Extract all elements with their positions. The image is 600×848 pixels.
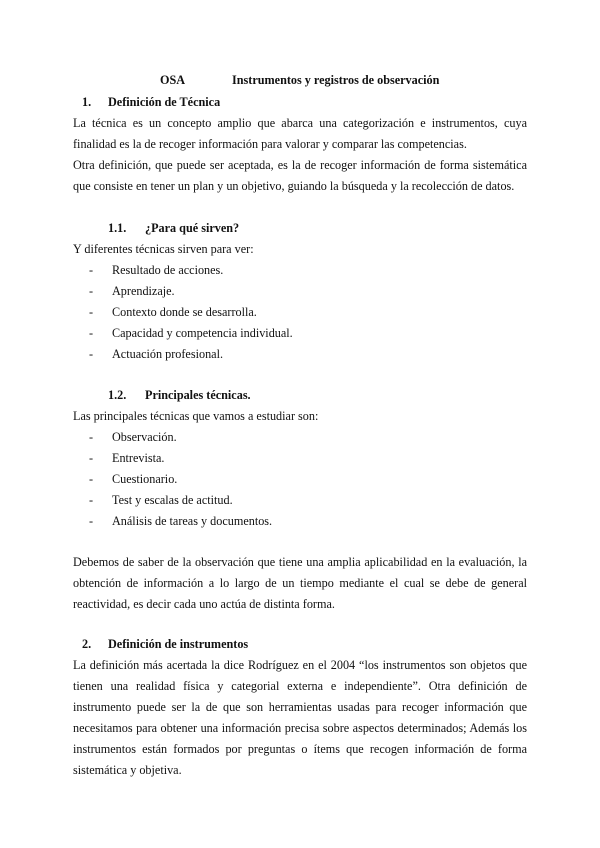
- list-item: Resultado de acciones.: [112, 263, 224, 277]
- doc-code: OSA: [160, 73, 186, 87]
- bullet-dash: -: [89, 451, 94, 465]
- section-1-2-paragraph-line: reactividad, es decir cada uno actúa de distinta forma.: [73, 597, 335, 611]
- section-1-2-paragraph-line: obtención de información a lo largo de un tiempo mediante el cual se debe de general: [73, 576, 527, 590]
- list-item: Entrevista.: [112, 451, 165, 465]
- section-1-paragraph-line: que consiste en tener un plan y un objetivo, guiando la búsqueda y la recolección de datos.: [73, 179, 515, 193]
- section-1-2-paragraph-line: Debemos de saber de la observación que tiene una amplia aplicabilidad en la evaluación, la: [73, 555, 527, 569]
- section-2-paragraph-line: instrumentos están formados por preguntas o ítems que recogen información de forma: [73, 742, 527, 756]
- section-1-2-number: 1.2.: [108, 388, 127, 402]
- bullet-dash: -: [89, 284, 94, 298]
- section-2-paragraph-line: tienen una realidad física y categorial externa e independiente”. Otra definición de: [73, 679, 527, 693]
- bullet-dash: -: [89, 472, 94, 486]
- list-item: Capacidad y competencia individual.: [112, 326, 293, 340]
- section-1-number: 1.: [82, 95, 92, 109]
- section-1-1-intro: Y diferentes técnicas sirven para ver:: [73, 242, 254, 256]
- bullet-dash: -: [89, 514, 94, 528]
- bullet-dash: -: [89, 430, 94, 444]
- section-2-paragraph-line: necesitamos para obtener una información precisa sobre aspectos determinados; Además los: [73, 721, 527, 735]
- bullet-dash: -: [89, 305, 94, 319]
- list-item: Test y escalas de actitud.: [112, 493, 233, 507]
- bullet-dash: -: [89, 263, 94, 277]
- section-2-number: 2.: [82, 637, 92, 651]
- doc-title: Instrumentos y registros de observación: [232, 73, 440, 87]
- section-2-paragraph-line: La definición más acertada la dice Rodríguez en el 2004 “los instrumentos son objetos que: [73, 658, 527, 672]
- section-1-2-heading: Principales técnicas.: [145, 388, 251, 402]
- bullet-dash: -: [89, 347, 94, 361]
- list-item: Contexto donde se desarrolla.: [112, 305, 257, 319]
- section-2-paragraph-line: instrumento puede ser la de que son herramientas usadas para recoger información que: [73, 700, 527, 714]
- section-1-paragraph-line: La técnica es un concepto amplio que abarca una categorización e instrumentos, cuya: [73, 116, 527, 130]
- list-item: Cuestionario.: [112, 472, 178, 486]
- section-2-paragraph-line: sistemática y objetiva.: [73, 763, 182, 777]
- list-item: Observación.: [112, 430, 177, 444]
- section-1-paragraph-line: Otra definición, que puede ser aceptada, es la de recoger información de forma sistemática: [73, 158, 527, 172]
- section-2-heading: Definición de instrumentos: [108, 637, 249, 651]
- list-item: Aprendizaje.: [112, 284, 175, 298]
- bullet-dash: -: [89, 326, 94, 340]
- list-item: Actuación profesional.: [112, 347, 224, 361]
- section-1-1-number: 1.1.: [108, 221, 127, 235]
- bullet-dash: -: [89, 493, 94, 507]
- section-1-heading: Definición de Técnica: [108, 95, 221, 109]
- section-1-2-intro: Las principales técnicas que vamos a estudiar son:: [73, 409, 319, 423]
- list-item: Análisis de tareas y documentos.: [112, 514, 273, 528]
- section-1-1-heading: ¿Para qué sirven?: [145, 221, 240, 235]
- section-1-paragraph-line: finalidad es la de recoger información para valorar y comparar las competencias.: [73, 137, 467, 151]
